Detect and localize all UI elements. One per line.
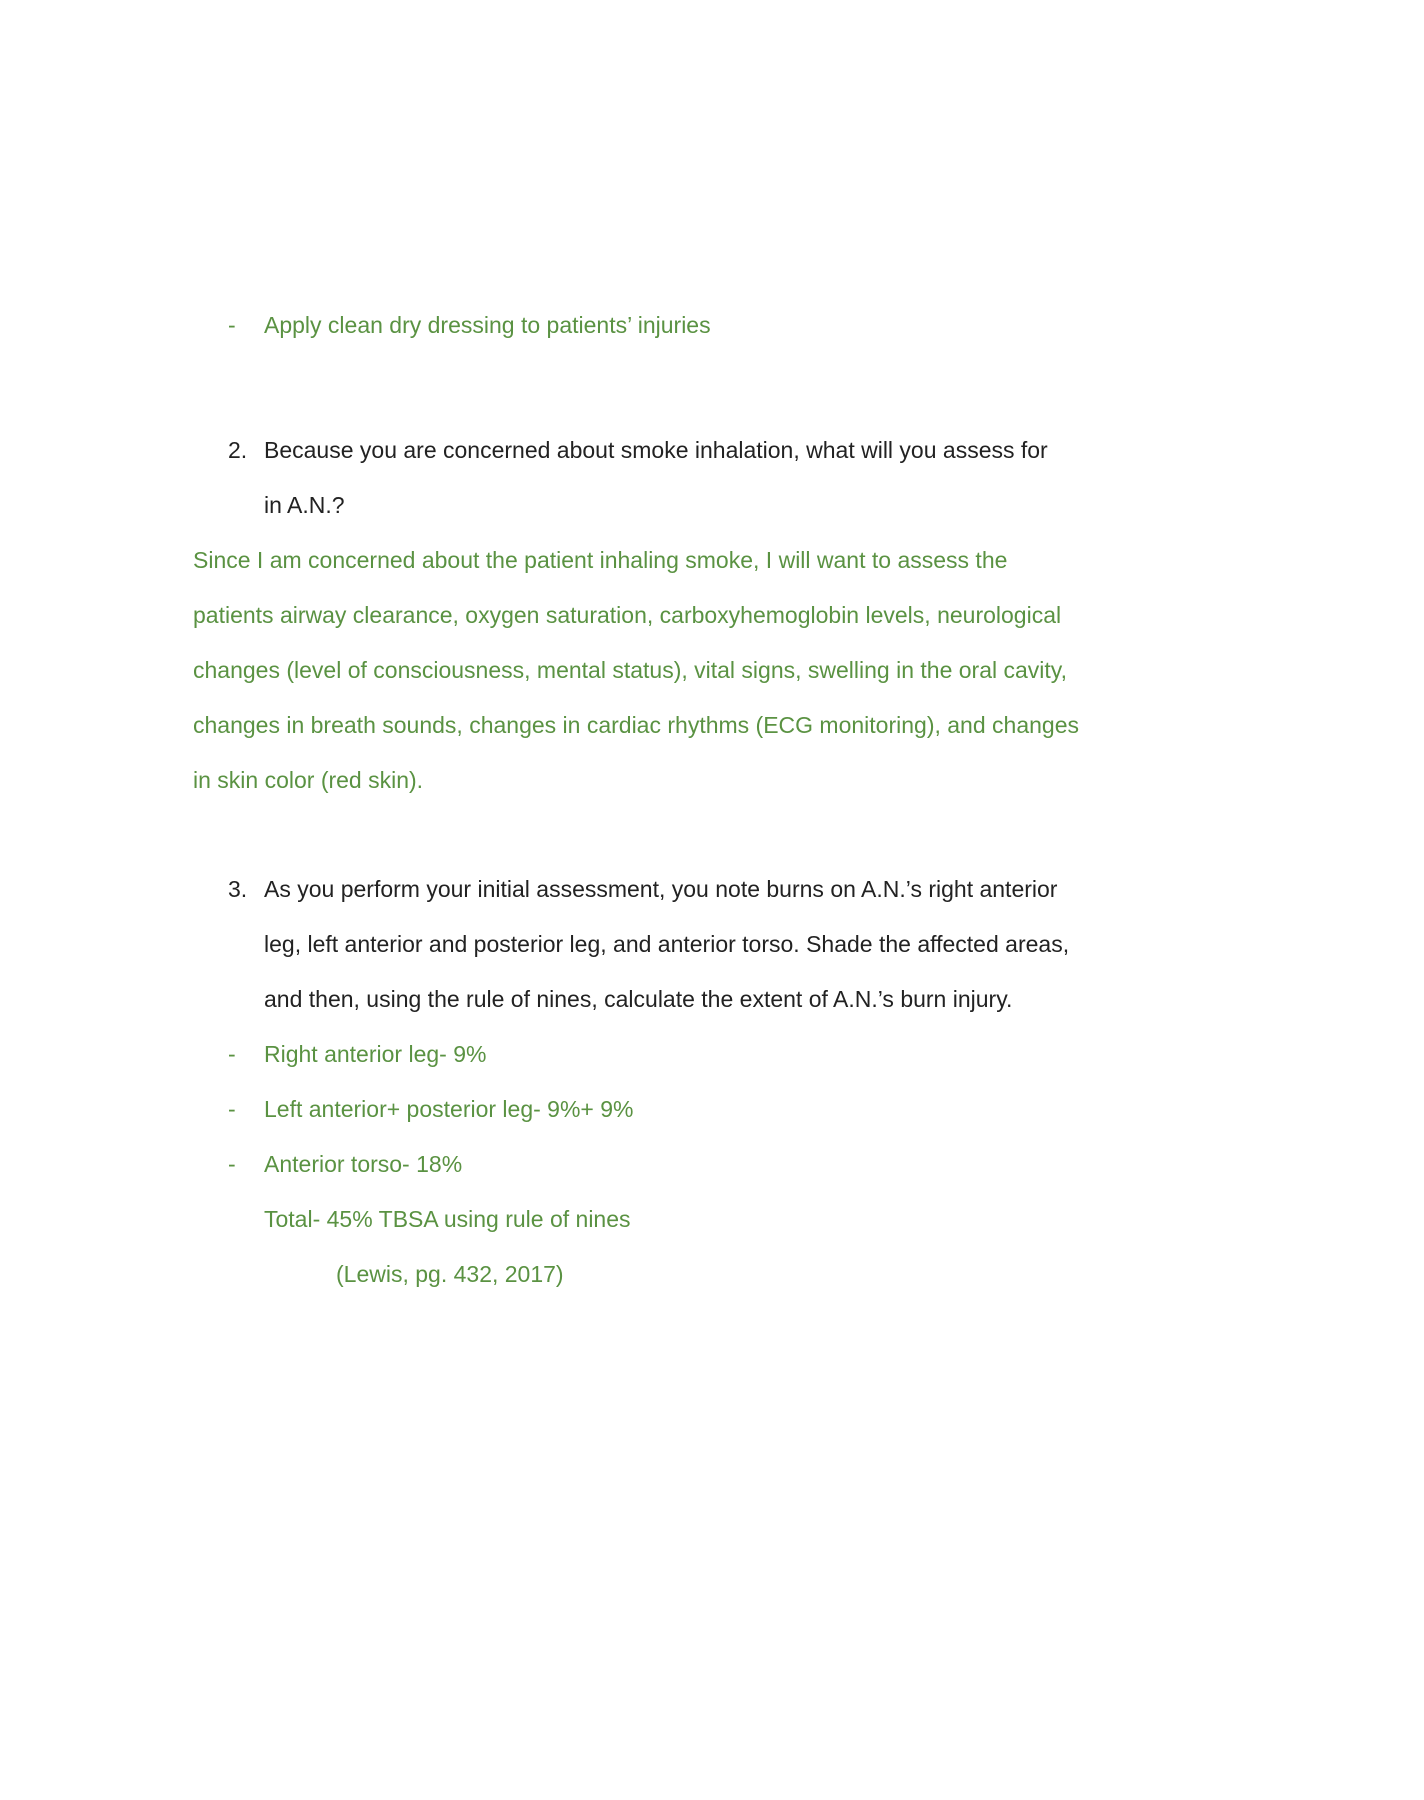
list-item-dash: - [228, 1041, 236, 1067]
question-2-number: 2. [228, 437, 248, 463]
list-item-anterior-torso: Anterior torso- 18% [264, 1151, 463, 1177]
question-3-line-2: leg, left anterior and posterior leg, and anterior torso. Shade the affected areas, [264, 931, 1070, 957]
question-3-line-3: and then, using the rule of nines, calculate the extent of A.N.’s burn injury. [264, 986, 1013, 1012]
list-item-dash: - [228, 1151, 236, 1177]
bullet-dash: - [228, 312, 236, 338]
answer-2-line-4: changes in breath sounds, changes in cardiac rhythms (ECG monitoring), and changes [193, 712, 1079, 738]
question-3-number: 3. [228, 876, 248, 902]
answer-2-line-2: patients airway clearance, oxygen saturation, carboxyhemoglobin levels, neurological [193, 602, 1062, 628]
question-2-line-1: Because you are concerned about smoke inhalation, what will you assess for [264, 437, 1048, 463]
question-3-line-1: As you perform your initial assessment, you note burns on A.N.’s right anterior [264, 876, 1058, 902]
citation: (Lewis, pg. 432, 2017) [336, 1261, 564, 1287]
answer-2-line-3: changes (level of consciousness, mental status), vital signs, swelling in the oral cavity, [193, 657, 1067, 683]
list-item-dash: - [228, 1096, 236, 1122]
bullet-apply-dressing: Apply clean dry dressing to patients’ injuries [264, 312, 711, 338]
answer-2-line-1: Since I am concerned about the patient inhaling smoke, I will want to assess the [193, 547, 1008, 573]
total-line: Total- 45% TBSA using rule of nines [264, 1206, 631, 1232]
answer-2-line-5: in skin color (red skin). [193, 767, 424, 793]
question-2-line-2: in A.N.? [264, 492, 345, 518]
list-item-right-anterior-leg: Right anterior leg- 9% [264, 1041, 487, 1067]
list-item-left-leg: Left anterior+ posterior leg- 9%+ 9% [264, 1096, 634, 1122]
